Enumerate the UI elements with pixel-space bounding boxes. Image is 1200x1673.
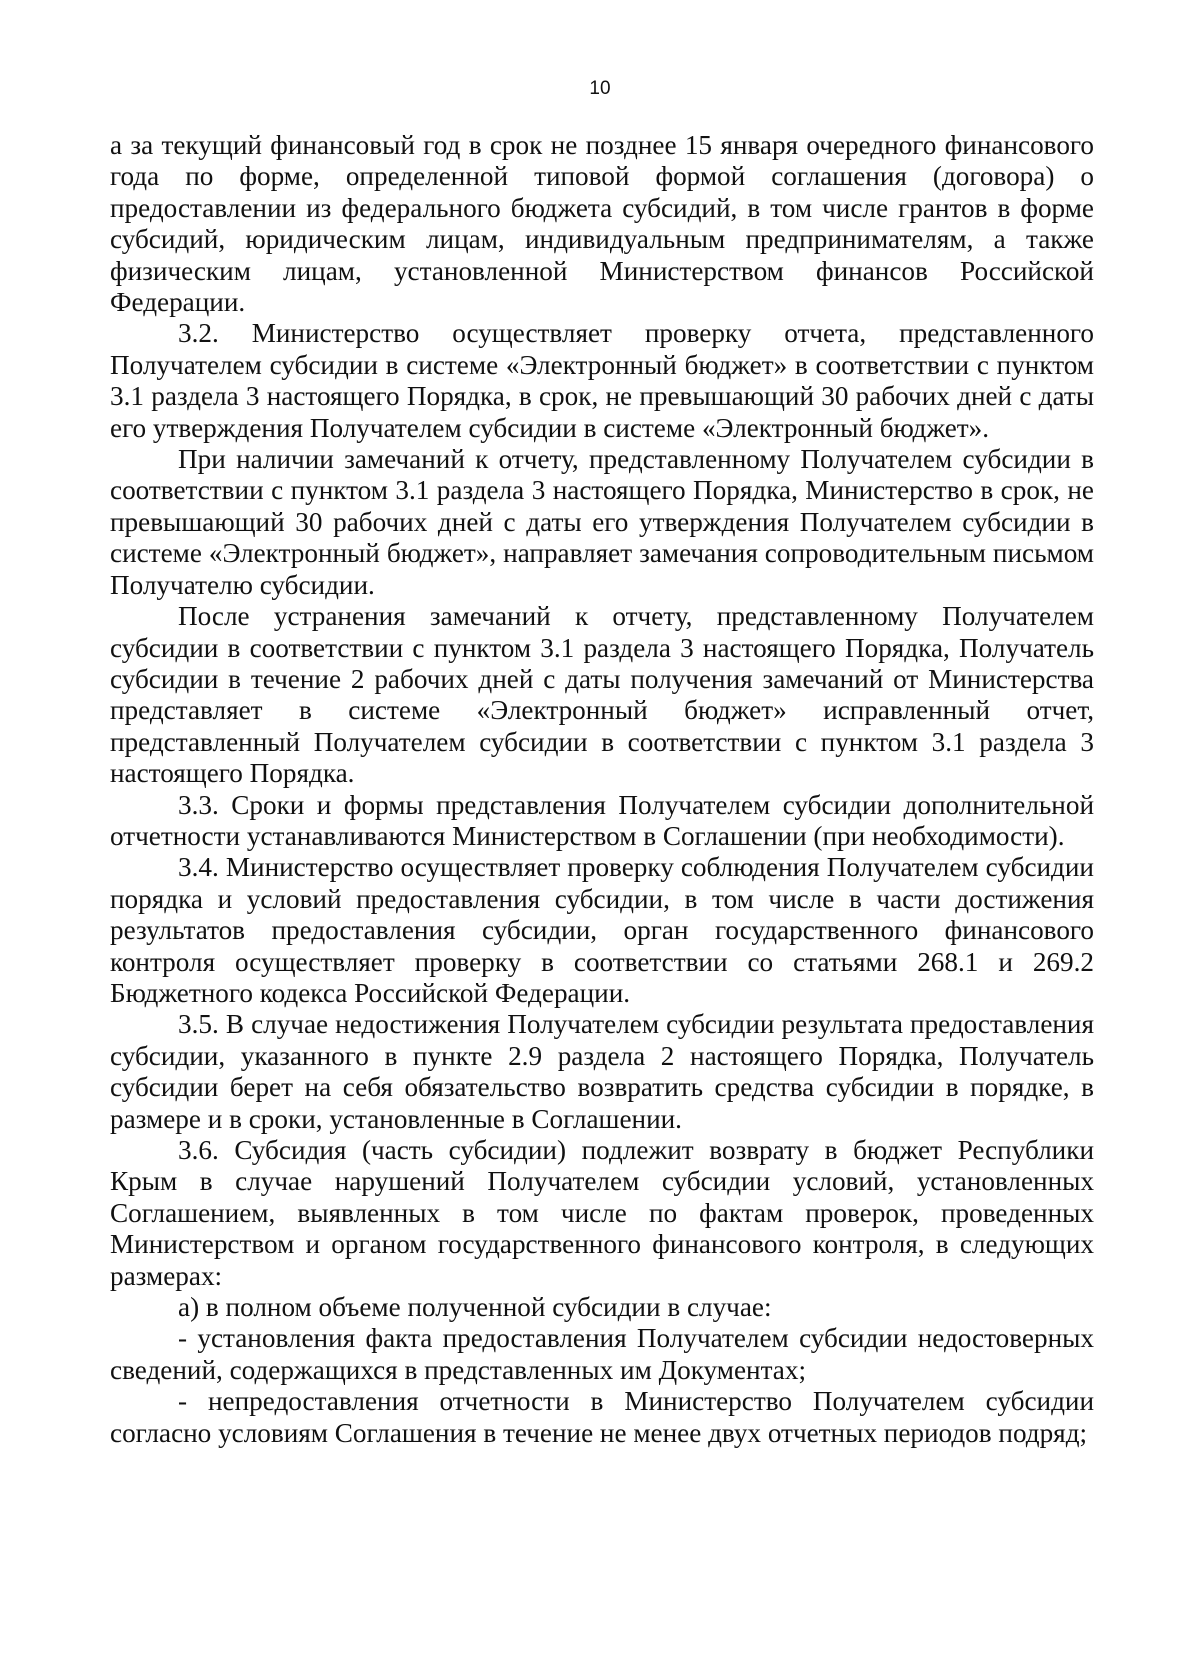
paragraph-3-4: 3.4. Министерство осуществляет проверку соблюдения Получателем субсидии порядка и условий предоставления субсидии, в том числе в части достижения результатов предоставления субсидии, орган государственного финансового контроля осуществляет проверку в соответствии со статьями 268.1 и 269.2 Бюджетного кодекса Российской Федерации. xyxy=(110,852,1094,1008)
list-item-no-reporting: - непредоставления отчетности в Министерство Получателем субсидии согласно условиям Соглашения в течение не менее двух отчетных периодов подряд; xyxy=(110,1386,1094,1448)
paragraph-continuation: а за текущий финансовый год в срок не позднее 15 января очередного финансового года по форме, определенной типовой формой соглашения (договора) о предоставлении из федерального бюджета субсидий, в том числе грантов в форме субсидий, юридическим лицам, индивидуальным предпринимателям, а также физическим лицам, установленной Министерством финансов Российской Федерации. xyxy=(110,130,1094,318)
document-body xyxy=(110,130,1094,1449)
paragraph-3-2: 3.2. Министерство осуществляет проверку отчета, представленного Получателем субсидии в системе «Электронный бюджет» в соответствии с пунктом 3.1 раздела 3 настоящего Порядка, в срок, не превышающий 30 рабочих дней с даты его утверждения Получателем субсидии в системе «Электронный бюджет». xyxy=(110,318,1094,443)
paragraph-3-6: 3.6. Субсидия (часть субсидии) подлежит возврату в бюджет Республики Крым в случае нарушений Получателем субсидии условий, установленных Соглашением, выявленных в том числе по фактам проверок, проведенных Министерством и органом государственного финансового контроля, в следующих размерах: xyxy=(110,1135,1094,1291)
page-number: 10 xyxy=(589,78,611,99)
paragraph-remarks: При наличии замечаний к отчету, представленному Получателем субсидии в соответствии с пунктом 3.1 раздела 3 настоящего Порядка, Министерство в срок, не превышающий 30 рабочих дней с даты его утверждения Получателем субсидии в системе «Электронный бюджет», направляет замечания сопроводительным письмом Получателю субсидии. xyxy=(110,444,1094,600)
paragraph-3-5: 3.5. В случае недостижения Получателем субсидии результата предоставления субсидии, указанного в пункте 2.9 раздела 2 настоящего Порядка, Получатель субсидии берет на себя обязательство возвратить средства субсидии в порядке, в размере и в сроки, установленные в Соглашении. xyxy=(110,1009,1094,1134)
list-item-false-info: - установления факта предоставления Получателем субсидии недостоверных сведений, содержащихся в представленных им Документах; xyxy=(110,1323,1094,1385)
paragraph-3-3: 3.3. Сроки и формы представления Получателем субсидии дополнительной отчетности устанавливаются Министерством в Соглашении (при необходимости). xyxy=(110,789,1094,851)
paragraph-item-a: а) в полном объеме полученной субсидии в случае: xyxy=(178,1292,772,1323)
paragraph-after-remarks: После устранения замечаний к отчету, представленному Получателем субсидии в соответствии с пунктом 3.1 раздела 3 настоящего Порядка, Получатель субсидии в течение 2 рабочих дней с даты получения замечаний от Министерства представляет в системе «Электронный бюджет» исправленный отчет, представленный Получателем субсидии в соответствии с пунктом 3.1 раздела 3 настоящего Порядка. xyxy=(110,601,1094,789)
